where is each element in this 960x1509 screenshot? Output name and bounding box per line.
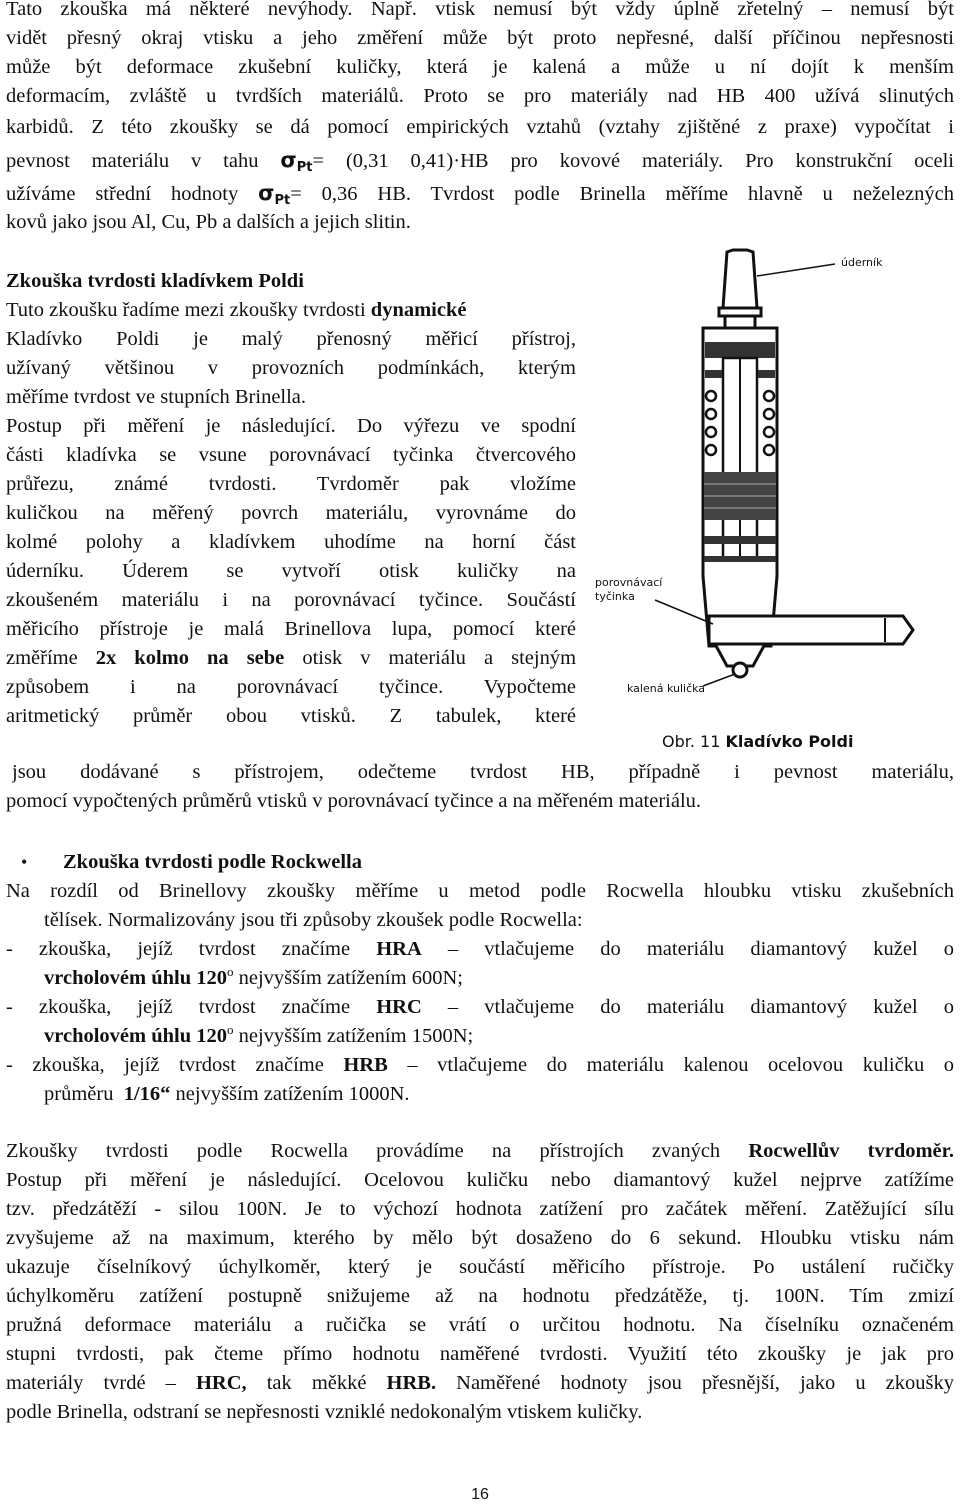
caption-title: Kladívko Poldi	[725, 732, 854, 751]
text-line: deformacím, zvláště u tvrdších materiálů. Proto se pro materiály nad HB 400 užívá slinutých	[6, 85, 954, 107]
text-line	[6, 1137, 954, 1166]
degree-sup: o	[227, 964, 234, 980]
text-span: otisk v materiálu a stejným	[302, 647, 576, 669]
text-line: měříme tvrdost ve stupních Brinella.	[6, 386, 307, 408]
bold-text: HRA	[376, 938, 422, 960]
text-span: užíváme střední hodnoty	[6, 183, 239, 205]
heading-text: Zkouška tvrdosti kladívkem Poldi	[6, 270, 304, 292]
intro-paragraph	[6, 0, 954, 237]
text-line: Tato zkouška má některé nevýhody. Např. vtisk nemusí být vždy úplně zřetelný – nemusí být	[6, 0, 954, 20]
text-line	[6, 1369, 954, 1398]
section-heading	[6, 267, 576, 296]
text-line: karbidů. Z této zkoušky se dá pomocí empirických vztahů (vztahy zjištěné z praxe) vypočítat i	[6, 116, 954, 138]
text-line: zvyšujeme až na maximum, kterého by mělo být dosaženo do 6 sekund. Hloubku vtisku nám	[6, 1227, 954, 1249]
label-kalena-kulicka: kalená kulička	[627, 682, 706, 695]
formula-line	[6, 146, 954, 175]
text-line: tzv. předzátěží - silou 100N. Je to výchozí hodnota zatížení pro začátek měření. Zatěžující sílu	[6, 1198, 954, 1220]
text-span: nejvyšším zatížením 1000N.	[175, 1083, 410, 1105]
hrb-line	[6, 1051, 954, 1080]
text-line: tělísek. Normalizovány jsou tři způsoby zkoušek podle Rocwella:	[44, 909, 583, 931]
hrb-line-2	[6, 1080, 954, 1109]
text-line: kovů jako jsou Al, Cu, Pb a dalších a jejich slitin.	[6, 211, 411, 233]
text-span: –	[165, 1372, 176, 1394]
text-span: nejvyšším zatížením 1500N;	[238, 1025, 474, 1047]
bold-text: 2x kolmo na sebe	[95, 647, 285, 669]
text-line: měřicího přístroje je malá Brinellova lupa, pomocí které	[6, 618, 576, 640]
poldi-continuation	[6, 758, 954, 816]
caption-prefix: Obr.	[662, 732, 695, 751]
text-line: části kladívka se vsune porovnávací tyčinka čtvercového	[6, 444, 576, 466]
sigma-subscript: Pt	[296, 160, 313, 175]
bold-text: dynamické	[370, 299, 467, 321]
sigma-symbol: σ	[258, 181, 275, 205]
label-porovnavaci: porovnávací	[595, 576, 663, 589]
poldi-hammer-figure	[585, 246, 930, 716]
text-span: Zkoušky tvrdosti podle Rocwella provádíme na přístrojích zvaných	[6, 1140, 721, 1162]
text-line: pomocí vypočtených průměrů vtisků v porovnávací tyčince a na měřeném materiálu.	[6, 790, 702, 812]
final-paragraph	[6, 1137, 954, 1427]
hrc-line-2	[6, 1022, 954, 1051]
text-line: způsobem i na porovnávací tyčince. Vypočteme	[6, 676, 576, 698]
text-line: aritmetický průměr obou vtisků. Z tabulek, které	[6, 705, 576, 727]
bold-text: vrcholovém úhlu 120	[44, 1025, 227, 1047]
text-span: nejvyšším zatížením 600N;	[238, 967, 463, 989]
rockwell-section	[6, 848, 954, 1109]
hra-line	[6, 935, 954, 964]
text-span: – vtlačujeme do materiálu diamantový kužel o	[447, 996, 954, 1018]
text-line	[6, 296, 576, 325]
text-line: užívaný většinou v provozních podmínkách, kterým	[6, 357, 576, 379]
text-span: tak měkké	[266, 1372, 367, 1394]
label-tycinka: tyčinka	[595, 590, 635, 603]
label-udernik: úderník	[841, 256, 883, 269]
bold-text: 1/16“	[123, 1083, 171, 1105]
text-span: pevnost materiálu v tahu	[6, 150, 259, 172]
text-line: kuličkou na měřený povrch materiálu, vyrovnáme do	[6, 502, 576, 524]
text-line: podle Brinella, odstraní se nepřesnosti vzniklé nedokonalým vtiskem kuličky.	[6, 1401, 643, 1423]
bold-text: HRB	[343, 1054, 388, 1076]
poldi-hammer-drawing	[585, 246, 930, 716]
text-line: Postup při měření je následující. Ocelovou kuličku nebo diamantový kužel nejprve zatížíme	[6, 1169, 954, 1191]
text-line: zkoušeném materiálu i na porovnávací tyčince. Součástí	[6, 589, 576, 611]
text-span: = (0,31 0,41)·HB pro kovové materiály. Pro konstrukční oceli	[312, 150, 954, 172]
page-number: 16	[471, 1486, 489, 1503]
bold-text: Rocwellův tvrdoměr.	[748, 1140, 954, 1162]
figure-caption	[662, 732, 902, 751]
heading-text: Zkouška tvrdosti podle Rockwella	[63, 851, 363, 873]
text-span: Tuto zkoušku řadíme mezi zkoušky tvrdosti	[6, 299, 366, 321]
text-span: = 0,36 HB. Tvrdost podle Brinella měříme hlavně u neželezných	[290, 183, 954, 205]
text-line: průřezu, známé tvrdosti. Tvrdoměr pak vložíme	[6, 473, 576, 495]
bold-text: vrcholovém úhlu 120	[44, 967, 227, 989]
text-span: - zkouška, jejíž tvrdost značíme	[6, 1054, 324, 1076]
text-line: ukazuje číselníkový úchylkoměr, který je součástí měřicího přístroje. Po ustálení ručičky	[6, 1256, 954, 1278]
text-line: pružná deformace materiálu a ručička se vrátí o určitou hodnotu. Na číselníku označeném	[6, 1314, 954, 1336]
text-line: jsou dodávané s přístrojem, odečteme tvrdost HB, případně i pevnost materiálu,	[12, 761, 954, 783]
poldi-section	[6, 267, 576, 731]
text-line: stupni tvrdosti, pak čteme přímo hodnotu naměřené tvrdosti. Využití této zkoušky je jak pro	[6, 1343, 954, 1365]
text-line: úderníku. Úderem se vytvoří otisk kuličky na	[6, 560, 576, 582]
text-span: – vtlačujeme do materiálu kalenou ocelovou kuličku o	[407, 1054, 954, 1076]
hrc-line	[6, 993, 954, 1022]
bullet-icon: •	[21, 852, 28, 872]
sigma-subscript: Pt	[274, 193, 291, 208]
text-span: – vtlačujeme do materiálu diamantový kužel o	[447, 938, 954, 960]
formula-line	[6, 179, 954, 208]
bold-text: HRC,	[195, 1372, 247, 1394]
bold-text: HRB.	[386, 1372, 437, 1394]
degree-sup: o	[227, 1022, 234, 1038]
text-line: může být deformace zkušební kuličky, která je kalená a může u ní dojít k menším	[6, 56, 954, 78]
text-line: Kladívko Poldi je malý přenosný měřicí přístroj,	[6, 328, 576, 350]
hra-line-2	[6, 964, 954, 993]
text-line: Postup při měření je následující. Do výřezu ve spodní	[6, 415, 576, 437]
text-line: vidět přesný okraj vtisku a jeho změření může být proto nepřesné, další příčinou nepřesnosti	[6, 27, 954, 49]
text-span: Naměřené hodnoty jsou přesnější, jako u zkoušky	[456, 1372, 954, 1394]
text-span: materiály tvrdé	[6, 1372, 146, 1394]
text-span: - zkouška, jejíž tvrdost značíme	[6, 938, 351, 960]
text-span: - zkouška, jejíž tvrdost značíme	[6, 996, 351, 1018]
bold-text: HRC	[376, 996, 422, 1018]
text-line: kolmé polohy a kladívkem uhodíme na horní část	[6, 531, 576, 553]
sigma-symbol: σ	[280, 148, 297, 172]
text-line	[6, 644, 576, 673]
text-span: průměru	[44, 1083, 114, 1105]
text-line: úchylkoměru zatížení postupně snižujeme až na hodnotu předzátěže, tj. 100N. Tím zmizí	[6, 1285, 954, 1307]
caption-number: 11	[700, 732, 721, 751]
text-span: změříme	[6, 647, 78, 669]
section-heading	[6, 848, 954, 877]
text-line: Na rozdíl od Brinellovy zkoušky měříme u metod podle Rocwella hloubku vtisku zkušebních	[6, 880, 954, 902]
